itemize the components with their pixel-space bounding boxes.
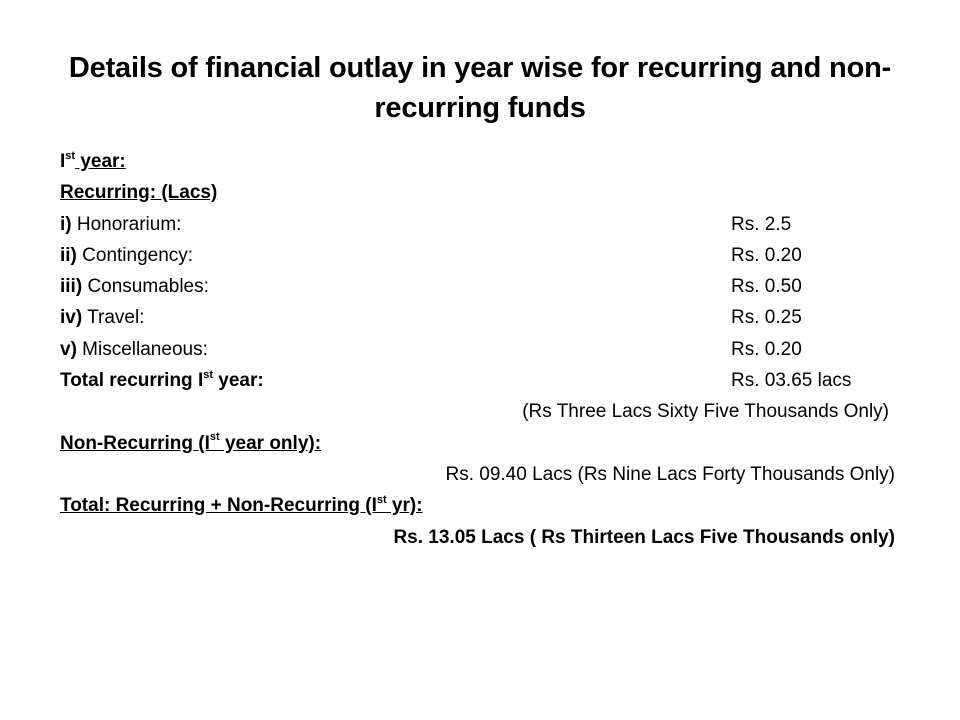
item-row (60, 334, 910, 365)
item-label (60, 214, 181, 235)
item-numeral: v) (60, 338, 77, 360)
item-label (60, 245, 193, 266)
item-row (60, 240, 910, 271)
year-heading-sup: st (65, 149, 76, 162)
total-recurring-sup: st (203, 368, 214, 381)
recurring-heading-row (60, 177, 910, 208)
year-heading-suffix: year: (75, 151, 126, 172)
non-recurring-heading-row (60, 428, 910, 459)
item-label (60, 307, 145, 328)
year-heading-prefix: I (60, 151, 66, 172)
total-recurring-prefix: Total recurring I (60, 370, 204, 392)
total-recurring-amount: Rs. 03.65 lacs (731, 370, 852, 392)
grand-total-amount: Rs. 13.05 Lacs ( Rs Thirteen Lacs Five Thousands only) (393, 526, 895, 548)
grand-total-prefix: Total: Recurring + Non-Recurring (I (60, 495, 377, 517)
grand-total-suffix: yr): (386, 495, 423, 517)
item-text: Miscellaneous: (76, 338, 208, 360)
total-recurring-row (60, 365, 910, 396)
item-numeral: iv) (60, 307, 83, 329)
item-row (60, 209, 910, 240)
total-recurring-suffix: year: (213, 370, 264, 392)
item-text: Contingency: (76, 244, 194, 266)
slide-title: Details of financial outlay in year wise for recurring and non-recurring funds (68, 52, 892, 124)
item-row (60, 302, 910, 333)
grand-total-heading-row (60, 490, 910, 521)
non-recurring-prefix: Non-Recurring (I (60, 432, 210, 454)
grand-total-sup: st (376, 493, 387, 506)
non-recurring-heading (60, 433, 321, 454)
item-label (60, 339, 208, 360)
year-heading-row (60, 146, 910, 177)
item-numeral: iii) (60, 276, 83, 298)
item-amount: Rs. 2.5 (731, 213, 792, 235)
total-recurring-in-words: (Rs Three Lacs Sixty Five Thousands Only) (522, 401, 889, 423)
item-amount: Rs. 0.20 (731, 338, 802, 360)
item-amount: Rs. 0.50 (731, 276, 802, 298)
item-text: Travel: (82, 307, 145, 329)
grand-total-amount-row (60, 522, 910, 553)
item-row (60, 271, 910, 302)
item-text: Honorarium: (71, 213, 182, 235)
non-recurring-amount-row (60, 459, 910, 490)
year-heading (60, 151, 126, 172)
total-recurring-label (60, 370, 264, 391)
item-label (60, 276, 209, 297)
item-amount: Rs. 0.25 (731, 307, 802, 329)
non-recurring-sup: st (209, 431, 220, 444)
item-amount: Rs. 0.20 (731, 244, 802, 266)
non-recurring-amount: Rs. 09.40 Lacs (Rs Nine Lacs Forty Thousands Only) (445, 463, 895, 485)
item-text: Consumables: (82, 276, 209, 298)
recurring-heading: Recurring: (Lacs) (60, 182, 218, 204)
slide-body (60, 146, 910, 553)
grand-total-heading (60, 495, 423, 516)
item-numeral: ii) (60, 244, 77, 266)
total-recurring-words-row (60, 396, 910, 427)
item-numeral: i) (60, 213, 72, 235)
non-recurring-suffix: year only): (219, 432, 322, 454)
